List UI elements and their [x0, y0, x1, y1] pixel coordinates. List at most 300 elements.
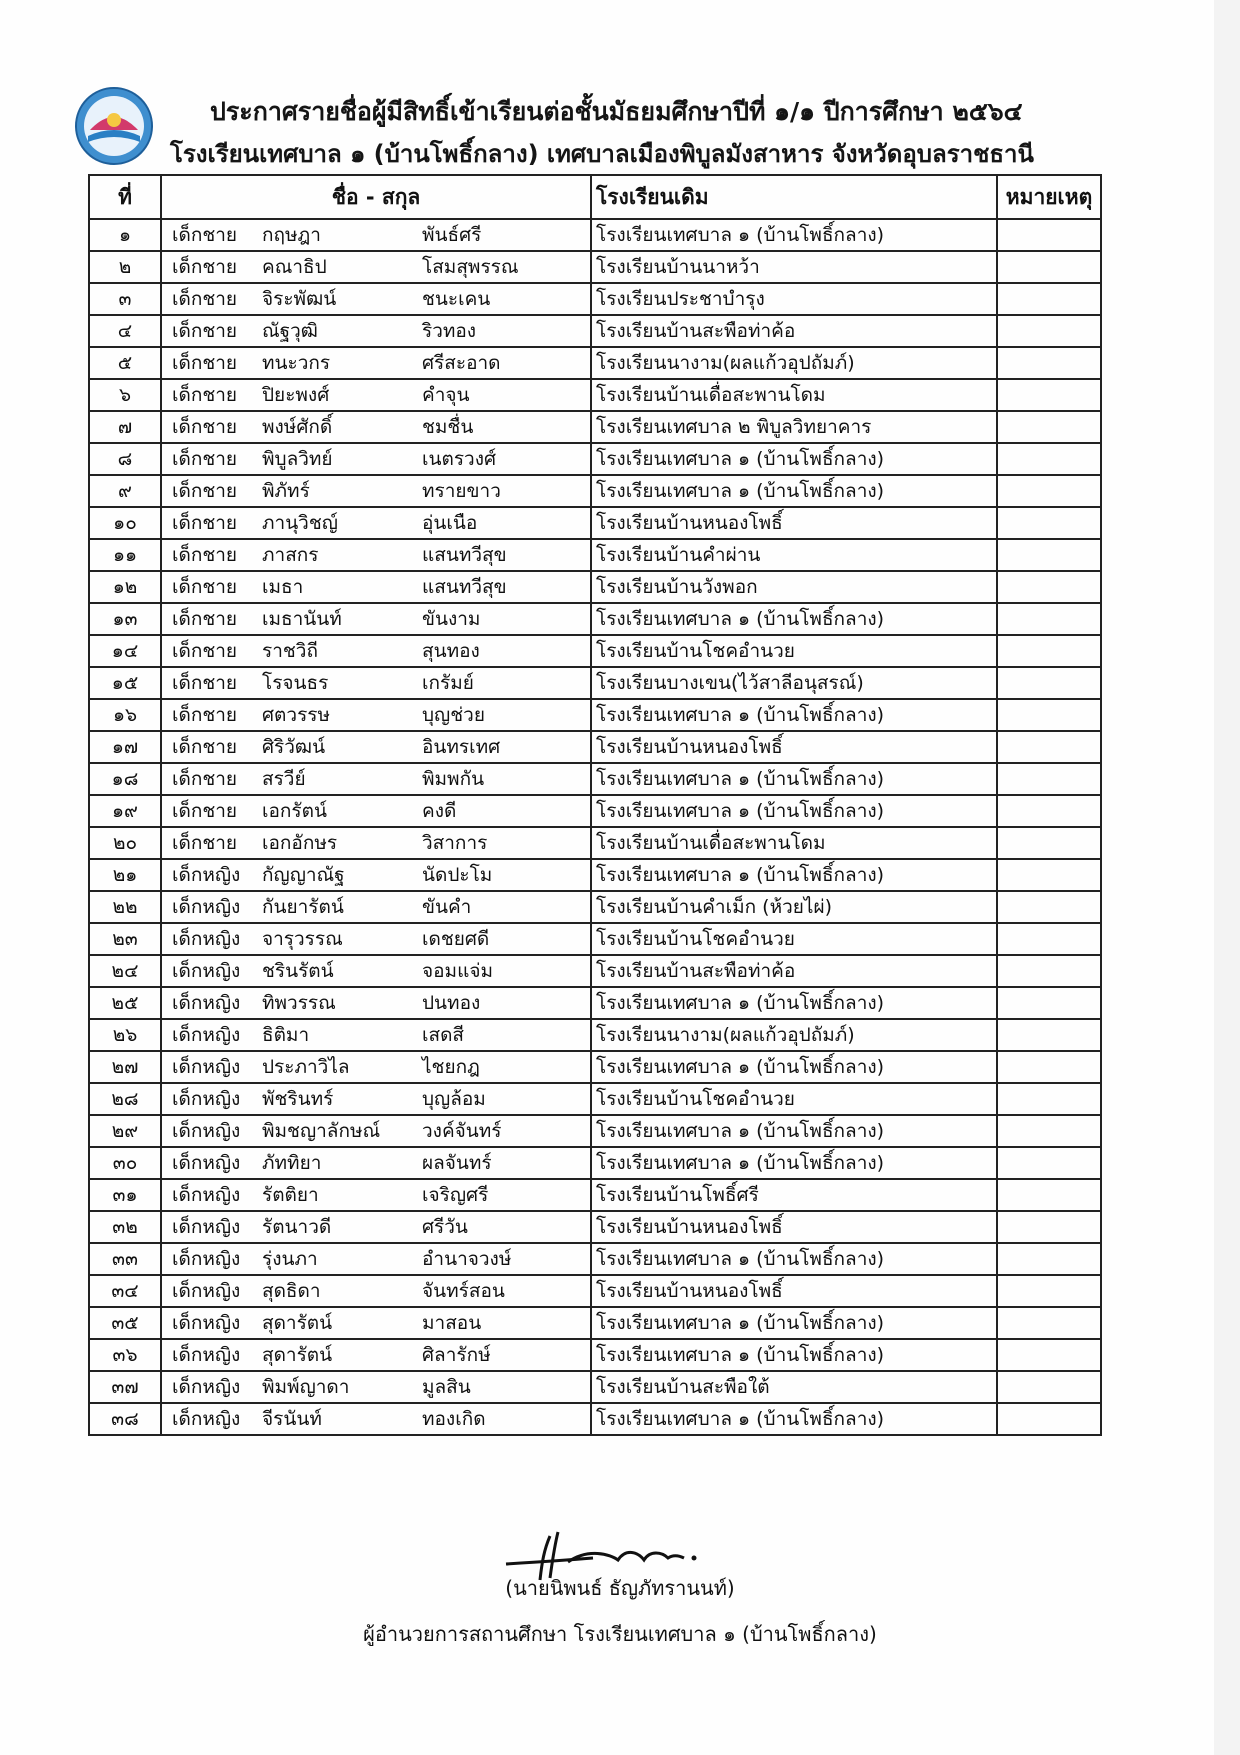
first-name: ภัททิยา	[262, 1152, 322, 1174]
table-row	[89, 891, 1101, 923]
first-name: รุ่งนภา	[262, 1248, 318, 1270]
row-number: ๓๕	[89, 1307, 161, 1339]
student-name-cell	[161, 1243, 591, 1275]
last-name: อุ่นเนือ	[422, 512, 478, 534]
remarks-cell	[997, 731, 1101, 763]
previous-school: โรงเรียนเทศบาล ๑ (บ้านโพธิ์กลาง)	[591, 1051, 997, 1083]
first-name: พิมพ์ญาดา	[262, 1376, 350, 1398]
table-row	[89, 443, 1101, 475]
row-number: ๕	[89, 347, 161, 379]
previous-school: โรงเรียนเทศบาล ๑ (บ้านโพธิ์กลาง)	[591, 795, 997, 827]
first-name: รัตติยา	[262, 1184, 319, 1206]
table-row	[89, 315, 1101, 347]
row-number: ๑๕	[89, 667, 161, 699]
signatory-name: (นายนิพนธ์ ธัญภัทรานนท์)	[505, 1576, 735, 1600]
student-name-cell	[161, 763, 591, 795]
row-number: ๒๖	[89, 1019, 161, 1051]
table-row	[89, 1083, 1101, 1115]
table-row	[89, 1371, 1101, 1403]
row-number: ๓๔	[89, 1275, 161, 1307]
table-body	[89, 219, 1101, 1435]
previous-school: โรงเรียนบ้านคำเม็ก (ห้วยไผ่)	[591, 891, 997, 923]
name-prefix: เด็กหญิง	[172, 1280, 241, 1302]
name-prefix: เด็กหญิง	[172, 1024, 241, 1046]
student-name-cell	[161, 923, 591, 955]
student-name-cell	[161, 1275, 591, 1307]
column-header-remarks: หมายเหตุ	[997, 175, 1101, 219]
previous-school: โรงเรียนเทศบาล ๑ (บ้านโพธิ์กลาง)	[591, 699, 997, 731]
last-name: จันทร์สอน	[422, 1280, 505, 1302]
first-name: โรจนธร	[262, 672, 329, 694]
name-prefix: เด็กชาย	[172, 800, 238, 822]
student-name-cell	[161, 1371, 591, 1403]
last-name: แสนทวีสุข	[422, 544, 507, 566]
table-row	[89, 987, 1101, 1019]
student-name-cell	[161, 1307, 591, 1339]
remarks-cell	[997, 763, 1101, 795]
remarks-cell	[997, 1403, 1101, 1435]
student-roster-table	[88, 174, 1102, 1436]
remarks-cell	[997, 1051, 1101, 1083]
school-emblem-icon	[74, 86, 154, 166]
name-prefix: เด็กหญิง	[172, 1056, 241, 1078]
previous-school: โรงเรียนบ้านหนองโพธิ์	[591, 1211, 997, 1243]
last-name: จอมแจ่ม	[422, 960, 493, 982]
remarks-cell	[997, 443, 1101, 475]
first-name: เมธานันท์	[262, 608, 342, 630]
student-name-cell	[161, 1083, 591, 1115]
row-number: ๗	[89, 411, 161, 443]
previous-school: โรงเรียนบ้านหนองโพธิ์	[591, 507, 997, 539]
previous-school: โรงเรียนเทศบาล ๒ พิบูลวิทยาคาร	[591, 411, 997, 443]
student-name-cell	[161, 955, 591, 987]
name-prefix: เด็กหญิง	[172, 1152, 241, 1174]
last-name: พันธ์ศรี	[422, 224, 482, 246]
remarks-cell	[997, 1083, 1101, 1115]
name-prefix: เด็กหญิง	[172, 1408, 241, 1430]
first-name: ศิริวัฒน์	[262, 736, 326, 758]
table-row	[89, 923, 1101, 955]
first-name: กัญญาณัฐ	[262, 864, 345, 886]
last-name: เจริญศรี	[422, 1184, 489, 1206]
last-name: ชมชื่น	[422, 416, 474, 438]
name-prefix: เด็กชาย	[172, 512, 238, 534]
table-row	[89, 347, 1101, 379]
remarks-cell	[997, 507, 1101, 539]
first-name: ธิติมา	[262, 1024, 310, 1046]
previous-school: โรงเรียนบ้านโชคอำนวย	[591, 923, 997, 955]
student-name-cell	[161, 827, 591, 859]
row-number: ๒๒	[89, 891, 161, 923]
table-row	[89, 219, 1101, 251]
table-row	[89, 667, 1101, 699]
last-name: ริวทอง	[422, 320, 477, 342]
name-prefix: เด็กชาย	[172, 544, 238, 566]
student-name-cell	[161, 315, 591, 347]
student-name-cell	[161, 603, 591, 635]
first-name: พิบูลวิทย์	[262, 448, 333, 470]
name-prefix: เด็กหญิง	[172, 960, 241, 982]
table-header-row	[89, 175, 1101, 219]
last-name: บุญช่วย	[422, 704, 485, 726]
table-row	[89, 1211, 1101, 1243]
row-number: ๒๔	[89, 955, 161, 987]
row-number: ๑๓	[89, 603, 161, 635]
table-row	[89, 859, 1101, 891]
row-number: ๑๘	[89, 763, 161, 795]
row-number: ๑๙	[89, 795, 161, 827]
first-name: ทนะวกร	[262, 352, 331, 374]
previous-school: โรงเรียนบ้านหนองโพธิ์	[591, 1275, 997, 1307]
student-name-cell	[161, 475, 591, 507]
previous-school: โรงเรียนเทศบาล ๑ (บ้านโพธิ์กลาง)	[591, 1115, 997, 1147]
last-name: ผลจันทร์	[422, 1152, 492, 1174]
remarks-cell	[997, 635, 1101, 667]
row-number: ๖	[89, 379, 161, 411]
remarks-cell	[997, 315, 1101, 347]
previous-school: โรงเรียนเทศบาล ๑ (บ้านโพธิ์กลาง)	[591, 1307, 997, 1339]
row-number: ๓๖	[89, 1339, 161, 1371]
previous-school: โรงเรียนเทศบาล ๑ (บ้านโพธิ์กลาง)	[591, 763, 997, 795]
name-prefix: เด็กหญิง	[172, 1184, 241, 1206]
table-row	[89, 635, 1101, 667]
name-prefix: เด็กหญิง	[172, 1216, 241, 1238]
table-row	[89, 475, 1101, 507]
name-prefix: เด็กหญิง	[172, 1376, 241, 1398]
student-name-cell	[161, 795, 591, 827]
row-number: ๑๗	[89, 731, 161, 763]
first-name: คณาธิป	[262, 256, 327, 278]
previous-school: โรงเรียนเทศบาล ๑ (บ้านโพธิ์กลาง)	[591, 859, 997, 891]
previous-school: โรงเรียนนางาม(ผลแก้วอุปถัมภ์)	[591, 347, 997, 379]
remarks-cell	[997, 699, 1101, 731]
first-name: ปิยะพงศ์	[262, 384, 330, 406]
student-name-cell	[161, 1147, 591, 1179]
row-number: ๑๖	[89, 699, 161, 731]
row-number: ๓๒	[89, 1211, 161, 1243]
student-name-cell	[161, 1339, 591, 1371]
last-name: ศรีสะอาด	[422, 352, 501, 374]
name-prefix: เด็กหญิง	[172, 1088, 241, 1110]
first-name: ประภาวิไล	[262, 1056, 350, 1078]
announcement-title: ประกาศรายชื่อผู้มีสิทธิ์เข้าเรียนต่อชั้นมัธยมศึกษาปีที่ ๑/๑ ปีการศึกษา ๒๕๖๔	[210, 97, 1023, 126]
name-prefix: เด็กชาย	[172, 672, 238, 694]
last-name: เสดสี	[422, 1024, 465, 1046]
name-prefix: เด็กชาย	[172, 384, 238, 406]
remarks-cell	[997, 283, 1101, 315]
name-prefix: เด็กชาย	[172, 320, 238, 342]
student-name-cell	[161, 699, 591, 731]
previous-school: โรงเรียนบ้านหนองโพธิ์	[591, 731, 997, 763]
table-row	[89, 795, 1101, 827]
first-name: เมธา	[262, 576, 304, 598]
column-header-number: ที่	[89, 175, 161, 219]
table-row	[89, 1307, 1101, 1339]
row-number: ๒๙	[89, 1115, 161, 1147]
first-name: เอกอักษร	[262, 832, 338, 854]
table-row	[89, 379, 1101, 411]
first-name: จีรนันท์	[262, 1408, 322, 1430]
table-row	[89, 1051, 1101, 1083]
first-name: ทิพวรรณ	[262, 992, 336, 1014]
row-number: ๙	[89, 475, 161, 507]
first-name: พงษ์ศักดิ์	[262, 416, 333, 438]
row-number: ๒๕	[89, 987, 161, 1019]
row-number: ๔	[89, 315, 161, 347]
table-row	[89, 283, 1101, 315]
table-row	[89, 699, 1101, 731]
remarks-cell	[997, 1179, 1101, 1211]
row-number: ๓	[89, 283, 161, 315]
last-name: ศิลารักษ์	[422, 1344, 491, 1366]
name-prefix: เด็กชาย	[172, 768, 238, 790]
table-row	[89, 763, 1101, 795]
table-row	[89, 731, 1101, 763]
student-name-cell	[161, 1403, 591, 1435]
previous-school: โรงเรียนเทศบาล ๑ (บ้านโพธิ์กลาง)	[591, 1403, 997, 1435]
remarks-cell	[997, 347, 1101, 379]
remarks-cell	[997, 475, 1101, 507]
row-number: ๑	[89, 219, 161, 251]
student-name-cell	[161, 443, 591, 475]
remarks-cell	[997, 1339, 1101, 1371]
table-row	[89, 1403, 1101, 1435]
first-name: สุดารัตน์	[262, 1344, 333, 1366]
row-number: ๑๐	[89, 507, 161, 539]
previous-school: โรงเรียนบ้านเดื่อสะพานโดม	[591, 379, 997, 411]
previous-school: โรงเรียนเทศบาล ๑ (บ้านโพธิ์กลาง)	[591, 219, 997, 251]
remarks-cell	[997, 219, 1101, 251]
remarks-cell	[997, 1211, 1101, 1243]
last-name: ไชยกฎ	[422, 1056, 480, 1078]
previous-school: โรงเรียนเทศบาล ๑ (บ้านโพธิ์กลาง)	[591, 1147, 997, 1179]
first-name: จารุวรรณ	[262, 928, 343, 950]
row-number: ๑๑	[89, 539, 161, 571]
name-prefix: เด็กชาย	[172, 704, 238, 726]
previous-school: โรงเรียนบ้านโพธิ์ศรี	[591, 1179, 997, 1211]
last-name: ทองเกิด	[422, 1408, 486, 1430]
name-prefix: เด็กหญิง	[172, 864, 241, 886]
row-number: ๒๘	[89, 1083, 161, 1115]
remarks-cell	[997, 571, 1101, 603]
last-name: อำนาจวงษ์	[422, 1248, 512, 1270]
first-name: พัชรินทร์	[262, 1088, 334, 1110]
name-prefix: เด็กชาย	[172, 736, 238, 758]
name-prefix: เด็กชาย	[172, 576, 238, 598]
table-row	[89, 827, 1101, 859]
first-name: สุดธิดา	[262, 1280, 321, 1302]
table-row	[89, 1243, 1101, 1275]
table-row	[89, 1147, 1101, 1179]
first-name: ศตวรรษ	[262, 704, 331, 726]
student-name-cell	[161, 411, 591, 443]
last-name: ปนทอง	[422, 992, 481, 1014]
name-prefix: เด็กชาย	[172, 480, 238, 502]
previous-school: โรงเรียนนางาม(ผลแก้วอุปถัมภ์)	[591, 1019, 997, 1051]
remarks-cell	[997, 411, 1101, 443]
student-name-cell	[161, 379, 591, 411]
remarks-cell	[997, 379, 1101, 411]
name-prefix: เด็กหญิง	[172, 1248, 241, 1270]
school-subtitle: โรงเรียนเทศบาล ๑ (บ้านโพธิ์กลาง) เทศบาลเมืองพิบูลมังสาหาร จังหวัดอุบลราชธานี	[170, 140, 1034, 168]
first-name: ภาสกร	[262, 544, 319, 566]
remarks-cell	[997, 1019, 1101, 1051]
name-prefix: เด็กชาย	[172, 832, 238, 854]
previous-school: โรงเรียนบ้านสะพือท่าค้อ	[591, 955, 997, 987]
row-number: ๑๔	[89, 635, 161, 667]
previous-school: โรงเรียนบ้านสะพือใต้	[591, 1371, 997, 1403]
row-number: ๑๒	[89, 571, 161, 603]
student-name-cell	[161, 539, 591, 571]
previous-school: โรงเรียนบ้านสะพือท่าค้อ	[591, 315, 997, 347]
name-prefix: เด็กชาย	[172, 256, 238, 278]
last-name: โสมสุพรรณ	[422, 256, 519, 278]
row-number: ๓๘	[89, 1403, 161, 1435]
remarks-cell	[997, 1115, 1101, 1147]
last-name: แสนทวีสุข	[422, 576, 507, 598]
last-name: บุญล้อม	[422, 1088, 486, 1110]
first-name: เอกรัตน์	[262, 800, 327, 822]
table-row	[89, 955, 1101, 987]
last-name: คำจุน	[422, 384, 470, 406]
previous-school: โรงเรียนบ้านเดื่อสะพานโดม	[591, 827, 997, 859]
previous-school: โรงเรียนเทศบาล ๑ (บ้านโพธิ์กลาง)	[591, 443, 997, 475]
previous-school: โรงเรียนบ้านนาหว้า	[591, 251, 997, 283]
name-prefix: เด็กชาย	[172, 224, 238, 246]
table-row	[89, 411, 1101, 443]
last-name: ทรายขาว	[422, 480, 501, 502]
name-prefix: เด็กหญิง	[172, 928, 241, 950]
remarks-cell	[997, 1147, 1101, 1179]
name-prefix: เด็กชาย	[172, 448, 238, 470]
previous-school: โรงเรียนเทศบาล ๑ (บ้านโพธิ์กลาง)	[591, 987, 997, 1019]
student-name-cell	[161, 251, 591, 283]
remarks-cell	[997, 1371, 1101, 1403]
last-name: ศรีวัน	[422, 1216, 468, 1238]
previous-school: โรงเรียนเทศบาล ๑ (บ้านโพธิ์กลาง)	[591, 475, 997, 507]
first-name: ณัฐวุฒิ	[262, 320, 318, 342]
name-prefix: เด็กหญิง	[172, 1344, 241, 1366]
name-prefix: เด็กชาย	[172, 608, 238, 630]
last-name: มาสอน	[422, 1312, 482, 1334]
previous-school: โรงเรียนบ้านวังพอก	[591, 571, 997, 603]
table-row	[89, 1179, 1101, 1211]
student-name-cell	[161, 891, 591, 923]
remarks-cell	[997, 1275, 1101, 1307]
student-name-cell	[161, 283, 591, 315]
column-header-previous-school: โรงเรียนเดิม	[591, 175, 997, 219]
table-row	[89, 251, 1101, 283]
student-name-cell	[161, 731, 591, 763]
name-prefix: เด็กชาย	[172, 416, 238, 438]
name-prefix: เด็กหญิง	[172, 992, 241, 1014]
last-name: สุนทอง	[422, 640, 480, 662]
last-name: อินทรเทศ	[422, 736, 501, 758]
previous-school: โรงเรียนเทศบาล ๑ (บ้านโพธิ์กลาง)	[591, 1339, 997, 1371]
first-name: พิมชญาลักษณ์	[262, 1120, 381, 1142]
row-number: ๘	[89, 443, 161, 475]
first-name: กฤษฎา	[262, 224, 321, 246]
row-number: ๒๑	[89, 859, 161, 891]
column-header-name: ชื่อ - สกุล	[161, 175, 591, 219]
last-name: ขันคำ	[422, 896, 472, 918]
last-name: วิสาการ	[422, 832, 488, 854]
last-name: เดชยศดี	[422, 928, 490, 950]
table-row	[89, 571, 1101, 603]
remarks-cell	[997, 251, 1101, 283]
previous-school: โรงเรียนเทศบาล ๑ (บ้านโพธิ์กลาง)	[591, 603, 997, 635]
row-number: ๓๑	[89, 1179, 161, 1211]
remarks-cell	[997, 827, 1101, 859]
previous-school: โรงเรียนเทศบาล ๑ (บ้านโพธิ์กลาง)	[591, 1243, 997, 1275]
remarks-cell	[997, 891, 1101, 923]
name-prefix: เด็กชาย	[172, 640, 238, 662]
first-name: ภานุวิชญ์	[262, 512, 338, 534]
student-name-cell	[161, 987, 591, 1019]
last-name: เกรัมย์	[422, 672, 474, 694]
name-prefix: เด็กหญิง	[172, 896, 241, 918]
student-name-cell	[161, 635, 591, 667]
remarks-cell	[997, 859, 1101, 891]
name-prefix: เด็กหญิง	[172, 1312, 241, 1334]
name-prefix: เด็กชาย	[172, 288, 238, 310]
remarks-cell	[997, 1243, 1101, 1275]
row-number: ๓๐	[89, 1147, 161, 1179]
first-name: กันยารัตน์	[262, 896, 344, 918]
first-name: พิภัทร์	[262, 480, 310, 502]
student-name-cell	[161, 219, 591, 251]
last-name: พิมพกัน	[422, 768, 485, 790]
last-name: คงดี	[422, 800, 457, 822]
last-name: เนตรวงศ์	[422, 448, 497, 470]
remarks-cell	[997, 955, 1101, 987]
row-number: ๒๗	[89, 1051, 161, 1083]
name-prefix: เด็กชาย	[172, 352, 238, 374]
last-name: มูลสิน	[422, 1376, 471, 1398]
student-name-cell	[161, 1179, 591, 1211]
last-name: วงค์จันทร์	[422, 1120, 502, 1142]
student-name-cell	[161, 667, 591, 699]
previous-school: โรงเรียนบ้านโชคอำนวย	[591, 635, 997, 667]
remarks-cell	[997, 1307, 1101, 1339]
student-name-cell	[161, 1115, 591, 1147]
first-name: รัตนาวดี	[262, 1216, 332, 1238]
row-number: ๓๓	[89, 1243, 161, 1275]
last-name: ชนะเคน	[422, 288, 491, 310]
student-name-cell	[161, 347, 591, 379]
previous-school: โรงเรียนบ้านคำผ่าน	[591, 539, 997, 571]
last-name: นัดปะโม	[422, 864, 493, 886]
first-name: ชรินรัตน์	[262, 960, 334, 982]
table-row	[89, 507, 1101, 539]
name-prefix: เด็กหญิง	[172, 1120, 241, 1142]
table-row	[89, 603, 1101, 635]
student-name-cell	[161, 1051, 591, 1083]
remarks-cell	[997, 923, 1101, 955]
last-name: ขันงาม	[422, 608, 481, 630]
student-name-cell	[161, 1019, 591, 1051]
student-name-cell	[161, 859, 591, 891]
previous-school: โรงเรียนประชาบำรุง	[591, 283, 997, 315]
row-number: ๓๗	[89, 1371, 161, 1403]
remarks-cell	[997, 667, 1101, 699]
student-name-cell	[161, 507, 591, 539]
table-row	[89, 1339, 1101, 1371]
row-number: ๒๐	[89, 827, 161, 859]
first-name: ราชวิถี	[262, 640, 318, 662]
table-row	[89, 1019, 1101, 1051]
row-number: ๒๓	[89, 923, 161, 955]
